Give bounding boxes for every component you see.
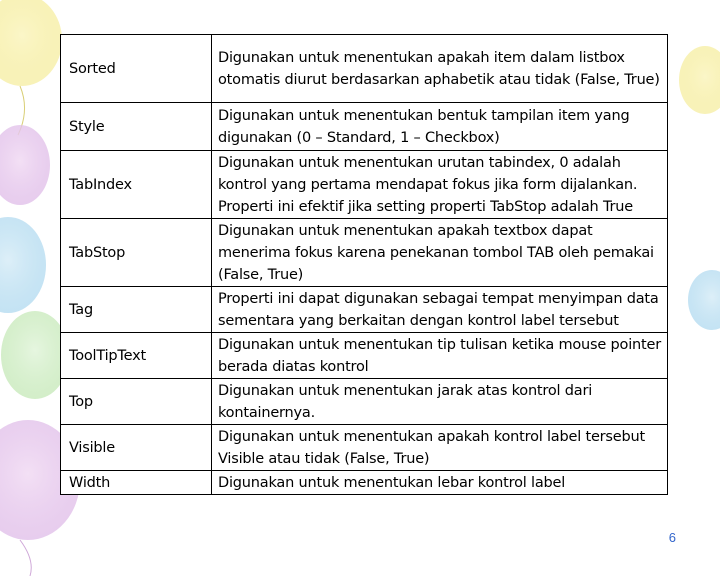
table-row — [61, 35, 668, 103]
property-name: Tag — [61, 287, 212, 333]
property-name: TabStop — [61, 219, 212, 287]
property-description: Digunakan untuk menentukan apakah kontrol label tersebut Visible atau tidak (False, True) — [212, 425, 668, 471]
property-description: Digunakan untuk menentukan lebar kontrol label — [212, 471, 668, 495]
table-row — [61, 379, 668, 425]
table-row — [61, 103, 668, 151]
table-row — [61, 151, 668, 219]
property-name: TabIndex — [61, 151, 212, 219]
property-name: Style — [61, 103, 212, 151]
table-row — [61, 471, 668, 495]
property-description: Digunakan untuk menentukan jarak atas kontrol dari kontainernya. — [212, 379, 668, 425]
table-row — [61, 333, 668, 379]
property-description: Digunakan untuk menentukan apakah textbox dapat menerima fokus karena penekanan tombol TAB oleh pemakai (False, True) — [212, 219, 668, 287]
property-description: Properti ini dapat digunakan sebagai tempat menyimpan data sementara yang berkaitan dengan kontrol label tersebut — [212, 287, 668, 333]
property-name: Sorted — [61, 35, 212, 103]
property-description: Digunakan untuk menentukan apakah item dalam listbox otomatis diurut berdasarkan aphabetik atau tidak (False, True) — [212, 35, 668, 103]
table-row — [61, 425, 668, 471]
property-description: Digunakan untuk menentukan bentuk tampilan item yang digunakan (0 – Standard, 1 – Checkbox) — [212, 103, 668, 151]
property-table-container — [60, 34, 668, 495]
property-name: ToolTipText — [61, 333, 212, 379]
property-name: Top — [61, 379, 212, 425]
property-name: Visible — [61, 425, 212, 471]
property-name: Width — [61, 471, 212, 495]
page-number: 6 — [668, 530, 676, 545]
property-description: Digunakan untuk menentukan urutan tabindex, 0 adalah kontrol yang pertama mendapat fokus jika form dijalankan. Properti ini efektif jika setting properti TabStop adalah True — [212, 151, 668, 219]
table-row — [61, 287, 668, 333]
property-table — [60, 34, 668, 495]
table-row — [61, 219, 668, 287]
property-description: Digunakan untuk menentukan tip tulisan ketika mouse pointer berada diatas kontrol — [212, 333, 668, 379]
